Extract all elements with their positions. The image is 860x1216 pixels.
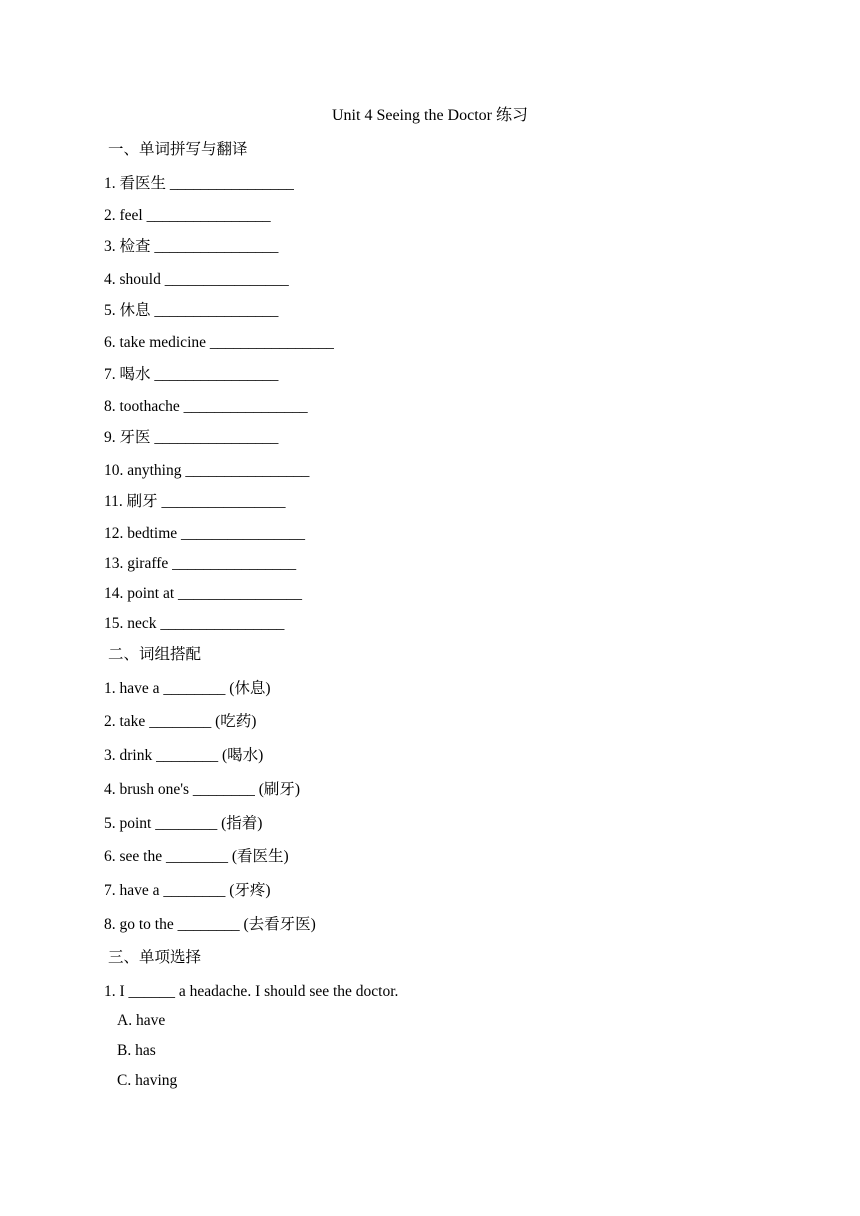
vocab-item: 4. should ________________ <box>104 271 289 288</box>
phrase-item: 8. go to the ________ (去看牙医) <box>104 916 316 933</box>
phrase-item: 2. take ________ (吃药) <box>104 713 257 730</box>
vocab-item: 6. take medicine ________________ <box>104 334 334 351</box>
vocab-item: 10. anything ________________ <box>104 462 310 479</box>
phrase-item: 1. have a ________ (休息) <box>104 680 271 697</box>
vocab-item: 2. feel ________________ <box>104 207 271 224</box>
vocab-item: 13. giraffe ________________ <box>104 555 297 572</box>
choice-option-c: C. having <box>117 1072 178 1089</box>
phrase-item: 7. have a ________ (牙疼) <box>104 882 271 899</box>
vocab-item: 3. 检查 ________________ <box>104 238 279 255</box>
section-heading-multiple-choice: 三、单项选择 <box>108 949 202 966</box>
vocab-item: 5. 休息 ________________ <box>104 302 279 319</box>
phrase-item: 4. brush one's ________ (刷牙) <box>104 781 301 798</box>
question-stem: 1. I ______ a headache. I should see the doctor. <box>104 983 399 1000</box>
phrase-item: 6. see the ________ (看医生) <box>104 848 289 865</box>
phrase-item: 3. drink ________ (喝水) <box>104 747 264 764</box>
vocab-item: 15. neck ________________ <box>104 615 285 632</box>
vocab-item: 11. 刷牙 ________________ <box>104 493 286 510</box>
vocab-item: 14. point at ________________ <box>104 585 303 602</box>
choice-option-a: A. have <box>117 1012 166 1029</box>
vocab-item: 12. bedtime ________________ <box>104 525 306 542</box>
vocab-item: 8. toothache ________________ <box>104 398 308 415</box>
phrase-item: 5. point ________ (指着) <box>104 815 263 832</box>
page-title: Unit 4 Seeing the Doctor 练习 <box>332 107 528 124</box>
section-heading-vocabulary: 一、单词拼写与翻译 <box>108 141 248 158</box>
section-heading-phrases: 二、词组搭配 <box>108 646 202 663</box>
choice-option-b: B. has <box>117 1042 156 1059</box>
vocab-item: 9. 牙医 ________________ <box>104 429 279 446</box>
vocab-item: 7. 喝水 ________________ <box>104 366 279 383</box>
vocab-item: 1. 看医生 ________________ <box>104 175 294 192</box>
